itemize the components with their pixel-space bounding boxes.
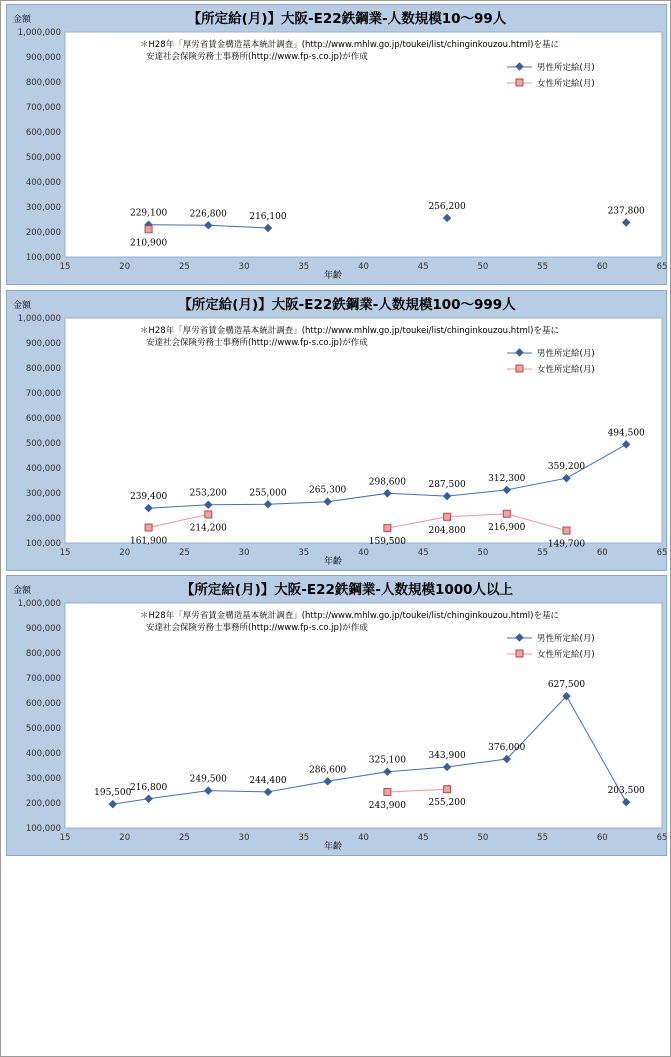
male-data-label: 256,200 [428,201,466,212]
legend-female-marker [516,79,523,86]
y-tick-label: 200,000 [25,228,61,238]
chart-title: 【所定給(月)】大阪-E22鉄鋼業-人数規模100～999人 [178,297,516,313]
male-data-label: 216,100 [249,211,287,222]
x-tick-label: 40 [358,833,369,843]
female-data-label: 255,200 [428,798,466,809]
x-tick-label: 60 [596,833,608,843]
legend-female-marker [516,650,523,657]
y-tick-label: 700,000 [25,389,61,399]
female-data-label: 214,200 [189,523,227,534]
x-tick-label: 55 [537,833,549,843]
x-tick-label: 15 [59,548,71,558]
y-axis-label: 金額 [13,301,32,311]
y-tick-label: 400,000 [25,178,61,188]
x-tick-label: 30 [238,262,250,272]
y-tick-label: 500,000 [25,439,61,449]
female-data-point [384,789,391,796]
y-tick-label: 300,000 [25,774,61,784]
legend-male-label: 男性所定給(月) [537,349,595,359]
male-data-label: 359,200 [547,462,586,473]
female-data-point [563,527,570,534]
female-data-point [444,786,451,793]
legend-female-marker [516,365,523,372]
female-data-label: 204,800 [428,525,466,536]
male-data-label: 376,000 [488,743,526,753]
y-tick-label: 200,000 [25,514,61,524]
y-axis-label: 金額 [13,15,32,25]
legend-male-label: 男性所定給(月) [537,63,595,73]
male-data-label: 195,500 [94,788,132,799]
y-tick-label: 1,000,000 [17,599,61,609]
chart-title: 【所定給(月)】大阪-E22鉄鋼業-人数規模10～99人 [187,11,507,27]
y-tick-label: 800,000 [25,649,61,659]
male-data-label: 312,300 [488,473,526,484]
male-data-label: 239,400 [129,492,168,503]
x-tick-label: 65 [656,262,668,272]
y-axis-label: 金額 [13,586,32,596]
x-tick-label: 30 [238,548,250,558]
x-tick-label: 55 [537,548,549,558]
y-tick-label: 600,000 [25,699,61,709]
y-tick-label: 100,000 [25,539,61,549]
chart-panel-size-100-999 [6,290,667,571]
x-axis-label: 年齢 [323,271,343,281]
y-tick-label: 500,000 [25,153,61,163]
x-tick-label: 25 [178,262,190,272]
x-tick-label: 65 [656,833,668,843]
female-data-label: 149,700 [547,539,586,550]
x-tick-label: 50 [477,262,489,272]
male-data-label: 343,900 [428,751,466,762]
y-tick-label: 400,000 [25,749,61,759]
male-data-label: 249,500 [189,774,227,785]
x-tick-label: 65 [656,548,668,558]
x-tick-label: 15 [59,833,71,843]
x-tick-label: 60 [596,262,608,272]
x-tick-label: 15 [59,262,71,272]
x-tick-label: 50 [477,833,489,843]
male-data-label: 255,000 [249,488,287,499]
x-tick-label: 60 [596,548,608,558]
y-tick-label: 400,000 [25,464,61,474]
y-tick-label: 900,000 [25,624,61,634]
female-data-label: 243,900 [368,801,406,812]
female-data-point [444,513,451,520]
x-tick-label: 25 [178,548,190,558]
y-tick-label: 800,000 [25,78,61,88]
female-data-label: 216,900 [488,522,526,533]
male-data-label: 229,100 [129,208,168,219]
x-tick-label: 25 [178,833,190,843]
chart-panel-size-1000-plus [6,575,667,856]
female-data-label: 210,900 [129,238,168,249]
female-data-point [384,525,391,532]
male-data-label: 216,800 [129,782,168,793]
x-tick-label: 30 [238,833,250,843]
y-tick-label: 300,000 [25,203,61,213]
y-tick-label: 700,000 [25,103,61,113]
y-tick-label: 900,000 [25,53,61,63]
male-data-label: 253,200 [189,488,227,499]
y-tick-label: 600,000 [25,128,61,138]
male-data-label: 325,100 [368,755,406,766]
male-data-label: 244,400 [249,775,287,786]
chart-title: 【所定給(月)】大阪-E22鉄鋼業-人数規模1000人以上 [180,582,514,598]
x-tick-label: 35 [298,262,310,272]
line-chart-size-100-999 [7,291,666,570]
x-axis-label: 年齢 [323,557,343,567]
source-note-line2: 安達社会保険労務士事務所(http://www.fp-s.co.jp)が作成 [146,623,368,633]
x-tick-label: 55 [537,262,549,272]
y-tick-label: 800,000 [25,364,61,374]
x-tick-label: 45 [417,262,429,272]
female-data-label: 159,500 [368,537,406,548]
male-data-label: 494,500 [607,428,645,439]
line-chart-size-10-99 [7,5,666,284]
y-tick-label: 1,000,000 [17,314,61,324]
source-note-line1: ＊H28年「厚労省賃金構造基本統計調査」(http://www.mhlw.go.jp/toukei/list/chinginkouzou.html)を基に [140,611,559,621]
female-data-point [145,226,152,233]
male-data-label: 203,500 [607,786,645,797]
y-tick-label: 1,000,000 [17,28,61,38]
male-data-label: 287,500 [428,480,466,491]
male-data-label: 298,600 [368,477,406,488]
female-data-point [503,510,510,517]
y-tick-label: 900,000 [25,339,61,349]
y-tick-label: 100,000 [25,824,61,834]
source-note-line2: 安達社会保険労務士事務所(http://www.fp-s.co.jp)が作成 [146,338,368,348]
x-tick-label: 20 [119,262,131,272]
legend-female-label: 女性所定給(月) [537,365,595,375]
line-chart-size-1000-plus [7,576,666,855]
x-tick-label: 20 [119,548,131,558]
y-tick-label: 100,000 [25,253,61,263]
x-tick-label: 40 [358,262,369,272]
y-tick-label: 600,000 [25,414,61,424]
y-tick-label: 300,000 [25,489,61,499]
male-data-label: 627,500 [547,680,586,691]
x-tick-label: 50 [477,548,489,558]
y-tick-label: 700,000 [25,674,61,684]
male-data-label: 286,600 [309,765,347,776]
x-tick-label: 20 [119,833,131,843]
male-data-label: 237,800 [607,206,645,217]
female-data-point [145,524,152,531]
y-tick-label: 200,000 [25,799,61,809]
source-note-line1: ＊H28年「厚労省賃金構造基本統計調査」(http://www.mhlw.go.jp/toukei/list/chinginkouzou.html)を基に [140,326,559,336]
male-data-label: 265,300 [309,485,347,496]
y-tick-label: 500,000 [25,724,61,734]
legend-male-label: 男性所定給(月) [537,634,595,644]
source-note-line2: 安達社会保険労務士事務所(http://www.fp-s.co.jp)が作成 [146,52,368,62]
x-tick-label: 45 [417,833,429,843]
source-note-line1: ＊H28年「厚労省賃金構造基本統計調査」(http://www.mhlw.go.jp/toukei/list/chinginkouzou.html)を基に [140,40,559,50]
x-tick-label: 35 [298,548,310,558]
x-axis-label: 年齢 [323,842,343,852]
x-tick-label: 40 [358,548,369,558]
chart-panel-size-10-99 [6,4,667,285]
x-tick-label: 45 [417,548,429,558]
x-tick-label: 35 [298,833,310,843]
male-data-label: 226,800 [189,209,227,220]
female-data-label: 161,900 [129,536,168,547]
legend-female-label: 女性所定給(月) [537,79,595,89]
legend-female-label: 女性所定給(月) [537,650,595,660]
female-data-point [205,511,212,518]
